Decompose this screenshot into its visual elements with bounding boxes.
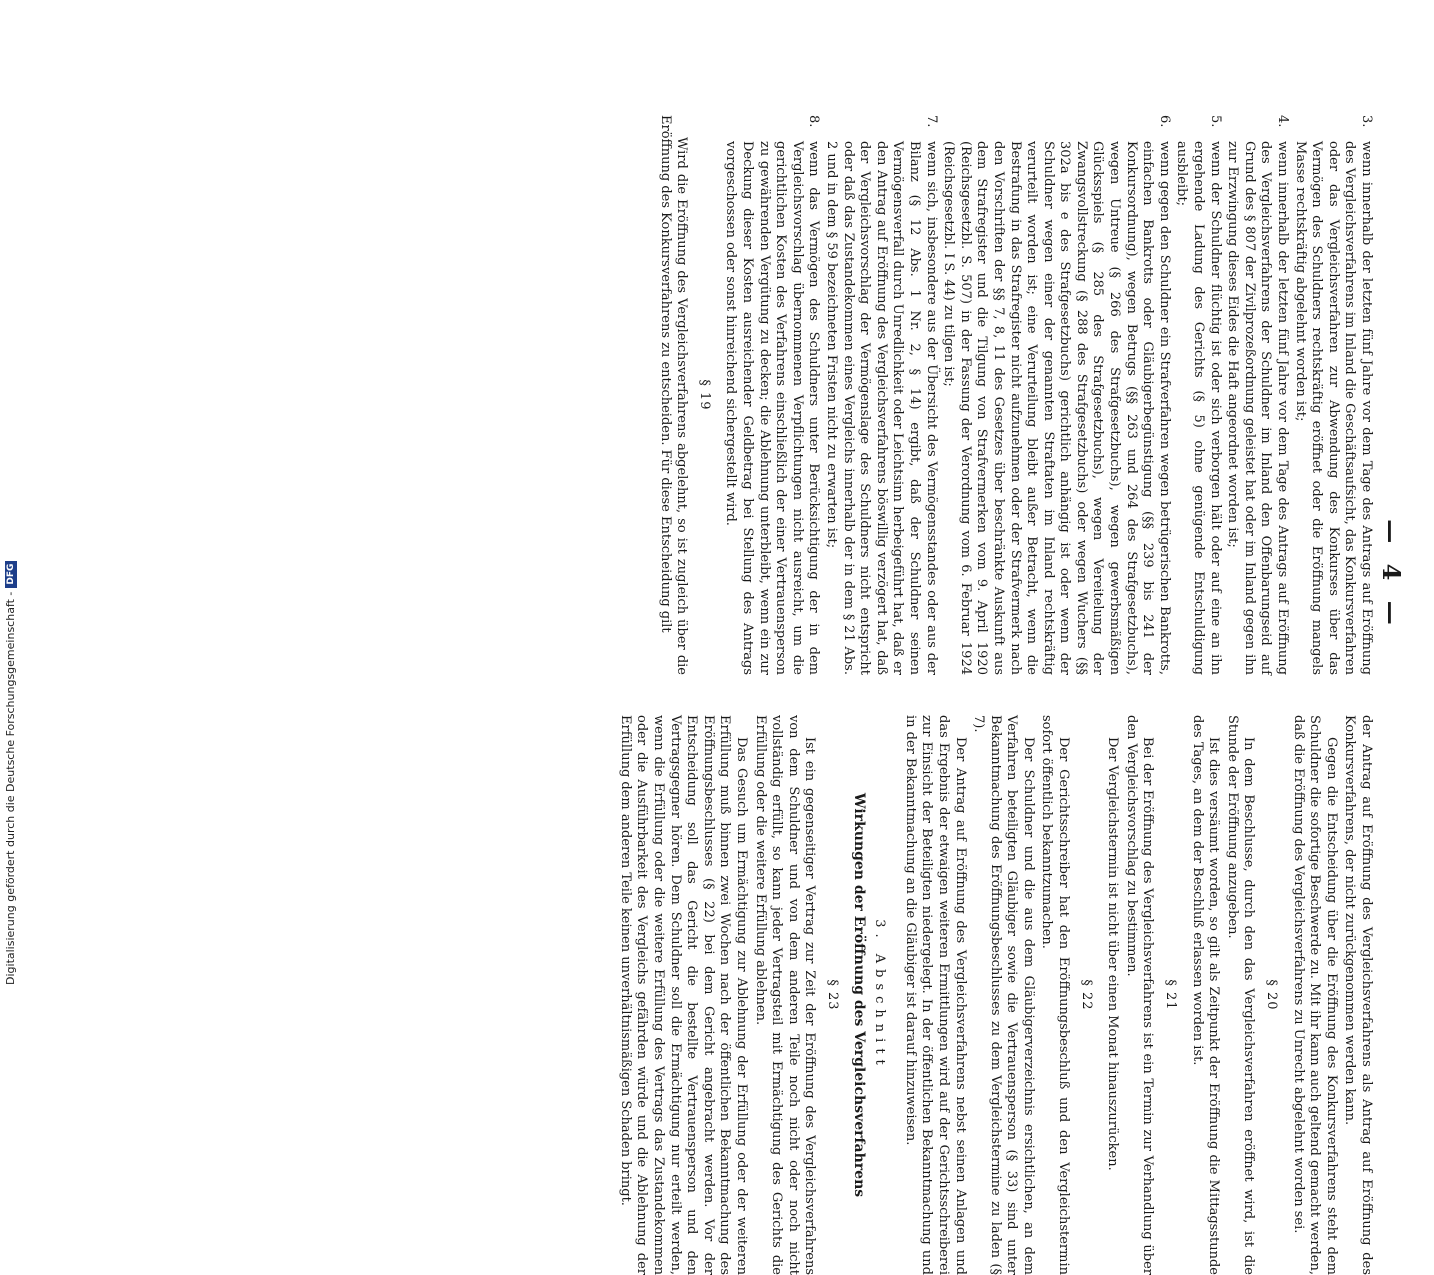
- section-23-paragraph: Das Gesuch um Ermächtigung zur Ablehnung der Erfüllung oder der weiteren Erfüllung muß binnen zwei Wochen nach der öffentlichen Bekanntmachung des Eröffnungsbeschlusses (§ 22) bei dem Gericht angebracht werden. Vor der Entscheidung soll das Gericht die bestellte Vertrauensperson und den Vertragsgegner hören. Dem Schuldner soll die Ermächtigung nur erteilt werden, wenn die Erfüllung oder die weitere Erfüllung des Vertrags das Zustandekommen oder die Ausführbarkeit des Vergleichs gefährden würde und die Ablehnung der Erfüllung dem anderen Teile keinen unverhältnismäßigen Schaden bringt.: [617, 715, 749, 1275]
- item-number: 6.: [1156, 115, 1172, 128]
- section-21-paragraph: Der Vergleichstermin ist nicht über einen Monat hinauszurücken.: [1105, 737, 1121, 1171]
- item-number: 7.: [923, 115, 939, 128]
- continuation-text-2: Gegen die Entscheidung über die Eröffnung des Konkursverfahrens steht dem Schuldner die sofortige Beschwerde zu. Mit ihr kann auch geltend gemacht werden, daß die Eröffnung des Vergleichsverfahrens zu Unrecht abgelehnt worden sei.: [1290, 715, 1339, 1275]
- item-text: wenn innerhalb der letzten fünf Jahre vor dem Tage des Antrags auf Eröffnung des Vergleichsverfahrens der Schuldner im Inland den Offenbarungseid auf Grund des § 807 der Zivilprozeßordnung geleistet hat oder im Inland gegen ihn zur Erzwingung dieses Eides die Haft angeordnet worden ist;: [1225, 141, 1291, 675]
- dfg-logo: DFG: [5, 561, 17, 588]
- continuation-text: der Antrag auf Eröffnung des Vergleichsverfahrens als Antrag auf Eröffnung des Konkursverfahrens, der nicht zurückgenommen werden kann.: [1342, 715, 1374, 1275]
- section-21-paragraph: Bei der Eröffnung des Vergleichsverfahrens ist ein Termin zur Verhandlung über den Vergleichsvorschlag zu bestimmen.: [1123, 715, 1156, 1275]
- item-number: 4.: [1275, 115, 1291, 128]
- section-23-title: § 23: [824, 979, 840, 1011]
- section-23-paragraph: Ist ein gegenseitiger Vertrag zur Zeit der Eröffnung des Vergleichsverfahrens von dem Schuldner und von dem anderen Teile noch nicht oder noch nicht vollständig erfüllt, so kann jeder Vertragsteil mit Ermächtigung des Gerichts die Erfüllung oder die weitere Erfüllung ablehnen.: [752, 715, 818, 1275]
- list-item: [1224, 115, 1290, 675]
- section-20-paragraph: In dem Beschlusse, durch den das Vergleichsverfahren eröffnet wird, ist die Stunde der Eröffnung anzugeben.: [1224, 715, 1257, 1275]
- section-22-paragraph: Der Schuldner und die aus dem Gläubigerverzeichnis ersichtlichen, an dem Verfahren beteiligten Gläubiger sowie die Vertrauensperson (§ 33) sind unter Bekanntmachung des Eröffnungsbeschlusses zu dem Vergleichstermine zu laden (§ 7).: [971, 715, 1036, 1275]
- section-21-title: § 21: [1163, 979, 1179, 1011]
- section-22-paragraph: Der Antrag auf Eröffnung des Vergleichsverfahrens nebst seinen Anlagen und das Ergebnis der etwaigen weiteren Ermittlungen wird auf der Gerichtsschreiberei zur Einsicht der Beteiligten niedergelegt. In der öffentlichen Bekanntmachung und in der Bekanntmachung an die Gläubiger ist darauf hinzuweisen.: [902, 715, 968, 1275]
- right-column: [614, 715, 1374, 1275]
- section-22-title: § 22: [1078, 979, 1094, 1011]
- footer-text: Digitalisierung gefördert durch die Deutsche Forschungsgemeinschaft -: [4, 591, 17, 985]
- item-number: 8.: [806, 115, 822, 128]
- item-text: wenn das Vermögen des Schuldners unter Berücksichtigung der in dem Vergleichsvorschlag übernommenen Verpflichtungen nicht ausreicht, um die gerichtlichen Kosten des Verfahrens einschließlich der einer Vertrauensperson zu gewährenden Vergütung zu decken; die Ablehnung unterbleibt, wenn ein zur Deckung dieser Kosten ausreichender Geldbetrag bei Stellung des Antrags vorgeschossen oder sonst hinreichend sichergestellt wird.: [723, 141, 822, 675]
- item-text: wenn der Schuldner flüchtig ist oder sich verborgen hält oder auf eine an ihn ergehende Ladung des Gerichts (§ 5) ohne genügende Entschuldigung ausbleibt;: [1174, 141, 1223, 675]
- item-number: 5.: [1207, 115, 1223, 128]
- item-text: wenn innerhalb der letzten fünf Jahre vor dem Tage des Antrags auf Eröffnung des Vergleichsverfahrens im Inland die Geschäftsaufsicht, das Konkursverfahren oder das Vergleichsverfahren zur Abwendung des Konkurses über das Vermögen des Schuldners rechtskräftig eröffnet oder die Eröffnung mangels Masse rechtskräftig abgelehnt worden ist;: [1292, 141, 1374, 675]
- digitization-footer: [4, 561, 17, 985]
- list-item: [940, 115, 1172, 675]
- list-item: [822, 115, 938, 675]
- list-item: [722, 115, 822, 675]
- scanned-page: [159, 115, 1406, 1275]
- section-20-paragraph: Ist dies versäumt worden, so gilt als Zeitpunkt der Eröffnung die Mittagsstunde des Tages, an dem der Beschluß erlassen worden ist.: [1189, 715, 1222, 1275]
- chapter-title: 3. Abschnitt: [872, 919, 888, 1071]
- list-item: [1173, 115, 1223, 675]
- item-number: 3.: [1359, 115, 1374, 128]
- section-20-title: § 20: [1264, 979, 1280, 1011]
- list-item: [1291, 115, 1374, 675]
- left-column: [654, 115, 1374, 675]
- numbered-list: [722, 115, 1374, 675]
- item-text: wenn gegen den Schuldner ein Strafverfahren wegen betrügerischen Bankrotts, einfachen Bankrotts oder Gläubigerbegünstigung (§§ 239 bis 241 der Konkursordnung), wegen Betrugs (§§ 263 und 264 des Strafgesetzbuchs), wegen Untreue (§ 266 des Strafgesetzbuchs), wegen gewerbsmäßigen Glücksspiels (§ 285 des Strafgesetzbuchs), wegen Vereitelung der Zwangsvollstreckung (§ 288 des Strafgesetzbuchs) oder wegen Wuchers (§§ 302a bis e des Strafgesetzbuchs) gerichtlich anhängig ist oder wenn der Schuldner wegen einer der genannten Straftaten im Inland rechtskräftig verurteilt worden ist; eine Verurteilung bleibt außer Betracht, wenn die Bestrafung in das Strafregister nicht aufzunehmen oder der Strafvermerk nach den Vorschriften der §§ 7, 8, 11 des Gesetzes über beschränkte Auskunft aus dem Strafregister und die Tilgung von Strafvermerken vom 9. April 1920 (Reichsgesetzbl. S. 507) in der Fassung der Verordnung vom 6. Februar 1924 (Reichsgesetzbl. I S. 44) zu tilgen ist;: [941, 141, 1172, 675]
- page-number: — 4 —: [1377, 519, 1406, 631]
- section-19-text: Wird die Eröffnung des Vergleichsverfahrens abgelehnt, so ist zugleich über die Eröffnung des Konkursverfahrens zu entscheiden. Für diese Entscheidung gilt: [657, 115, 690, 675]
- section-22-paragraph: Der Gerichtsschreiber hat den Eröffnungsbeschluß und den Vergleichstermin sofort öffentlich bekanntzumachen.: [1039, 715, 1072, 1275]
- chapter-subtitle: Wirkungen der Eröffnung des Vergleichsverfahrens: [850, 792, 867, 1198]
- section-19-title: § 19: [696, 379, 712, 411]
- item-text: wenn sich, insbesondere aus der Übersicht des Vermögensstandes oder aus der Bilanz (§ 12 Abs. 1 Nr. 2, § 14) ergibt, daß der Schuldner seinen Vermögensverfall durch Unredlichkeit oder Leichtsinn herbeigeführt hat, daß er den Antrag auf Eröffnung des Vergleichsverfahrens böswillig verzögert hat, daß der Vergleichsvorschlag der Vermögenslage des Schuldners nicht entspricht oder daß das Zustandekommen eines Vergleichs innerhalb der in dem § 21 Abs. 2 und in dem § 59 bezeichneten Fristen nicht zu erwarten ist;: [824, 141, 939, 675]
